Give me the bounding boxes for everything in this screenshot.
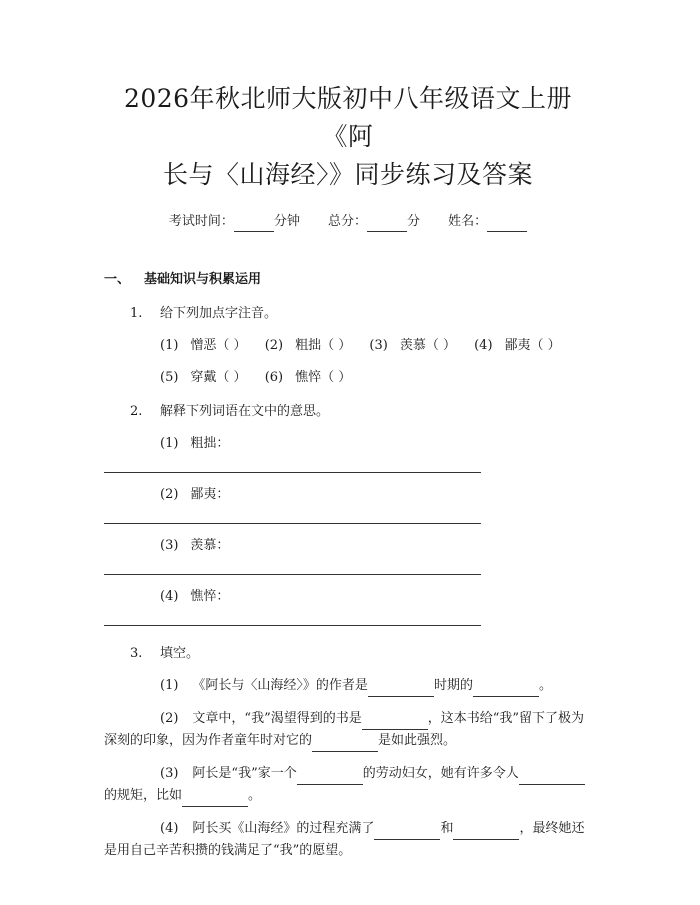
fill-text: 的规矩，比如 (104, 788, 183, 803)
item-number: (5) (160, 370, 179, 385)
definition-item (104, 536, 592, 556)
pinyin-items-row-1 (104, 336, 592, 356)
item-word: 憎恶（ ） (190, 338, 247, 353)
fill-blank[interactable] (368, 682, 434, 697)
item-number: (1) (160, 436, 179, 451)
fill-text: 阿长买《山海经》的过程充满了 (192, 821, 375, 836)
fill-text: 。 (248, 788, 262, 803)
fill-blank[interactable] (519, 770, 585, 785)
fill-item-1 (104, 675, 592, 697)
section-title: 基础知识与积累运用 (144, 272, 262, 287)
item-number: (3) (369, 338, 388, 353)
question-text: 解释下列词语在文中的意思。 (160, 404, 330, 419)
answer-line[interactable] (104, 454, 481, 473)
question-3 (104, 644, 592, 664)
score-unit: 分 (407, 214, 421, 229)
fill-blank[interactable] (182, 792, 248, 807)
question-text: 填空。 (160, 646, 200, 661)
item-word: 羡慕： (190, 538, 230, 553)
name-field (448, 214, 527, 229)
item-number: (1) (160, 338, 179, 353)
item-word: 粗拙： (190, 436, 230, 451)
question-text: 给下列加点字注音。 (160, 306, 278, 321)
pinyin-items-row-2 (104, 368, 592, 388)
fill-text: 《阿长与〈山海经〉》的作者是 (192, 678, 368, 693)
item-number: (6) (264, 370, 284, 385)
fill-blank[interactable] (374, 825, 440, 840)
question-number: 2. (130, 404, 143, 419)
question-number: 1. (130, 306, 143, 321)
item-word: 鄙夷： (190, 487, 230, 502)
item-number: (4) (160, 821, 179, 836)
item-number: (4) (160, 589, 179, 604)
question-2 (104, 402, 592, 422)
answer-line[interactable] (104, 607, 481, 626)
fill-text: ，最终她还是用自己辛苦积攒的钱满足了“我”的愿望。 (104, 821, 585, 858)
fill-text: ，这本书给“我”留下了极为深刻的印象，因为作者童年时对它的 (104, 711, 585, 748)
item-word: 羡慕（ ） (399, 338, 456, 353)
fill-blank[interactable] (362, 715, 428, 730)
title-line-2: 长与〈山海经〉》同步练习及答案 (162, 160, 533, 189)
fill-blank[interactable] (473, 682, 539, 697)
item-word: 憔悴（ ） (295, 370, 352, 385)
item-number: (3) (160, 538, 179, 553)
score-label: 总分： (327, 214, 367, 229)
item-word: 穿戴（ ） (190, 370, 247, 385)
time-label: 考试时间： (168, 214, 234, 229)
fill-text: 是如此强烈。 (378, 733, 457, 748)
answer-line[interactable] (104, 556, 481, 575)
fill-text: 时期的 (433, 678, 473, 693)
question-number: 3. (130, 646, 143, 661)
fill-text: 文章中，“我”渴望得到的书是 (192, 711, 362, 726)
item-number: (2) (264, 338, 284, 353)
definition-item (104, 485, 592, 505)
fill-text: 和 (440, 821, 454, 836)
fill-item-2 (104, 708, 592, 752)
page-title (104, 0, 592, 194)
answer-line[interactable] (104, 505, 481, 524)
title-line-1: 2026年秋北师大版初中八年级语文上册《阿 (123, 84, 573, 151)
definition-item (104, 434, 592, 454)
time-blank (234, 217, 274, 232)
fill-item-3 (104, 763, 592, 807)
definition-item (104, 587, 592, 607)
section-heading (104, 270, 592, 290)
fill-text: 。 (538, 678, 552, 693)
section-number: 一、 (104, 272, 131, 287)
item-number: (3) (160, 766, 179, 781)
item-word: 憔悴： (190, 589, 230, 604)
time-unit: 分钟 (273, 214, 300, 229)
fill-blank[interactable] (312, 737, 378, 752)
fill-blank[interactable] (297, 770, 363, 785)
item-word: 粗拙（ ） (295, 338, 352, 353)
name-label: 姓名： (448, 214, 488, 229)
fill-blank[interactable] (453, 825, 519, 840)
item-number: (2) (160, 487, 179, 502)
fill-item-4 (104, 818, 592, 862)
fill-text: 的劳动妇女，她有许多令人 (362, 766, 519, 781)
item-word: 鄙夷（ ） (504, 338, 561, 353)
score-field (328, 214, 424, 229)
score-blank (367, 217, 407, 232)
name-blank (487, 217, 527, 232)
fill-text: 阿长是“我”家一个 (192, 766, 297, 781)
item-number: (1) (160, 678, 179, 693)
item-number: (2) (160, 711, 179, 726)
exam-meta (104, 212, 592, 232)
item-number: (4) (474, 338, 493, 353)
question-1 (104, 304, 592, 324)
time-field (169, 214, 304, 229)
